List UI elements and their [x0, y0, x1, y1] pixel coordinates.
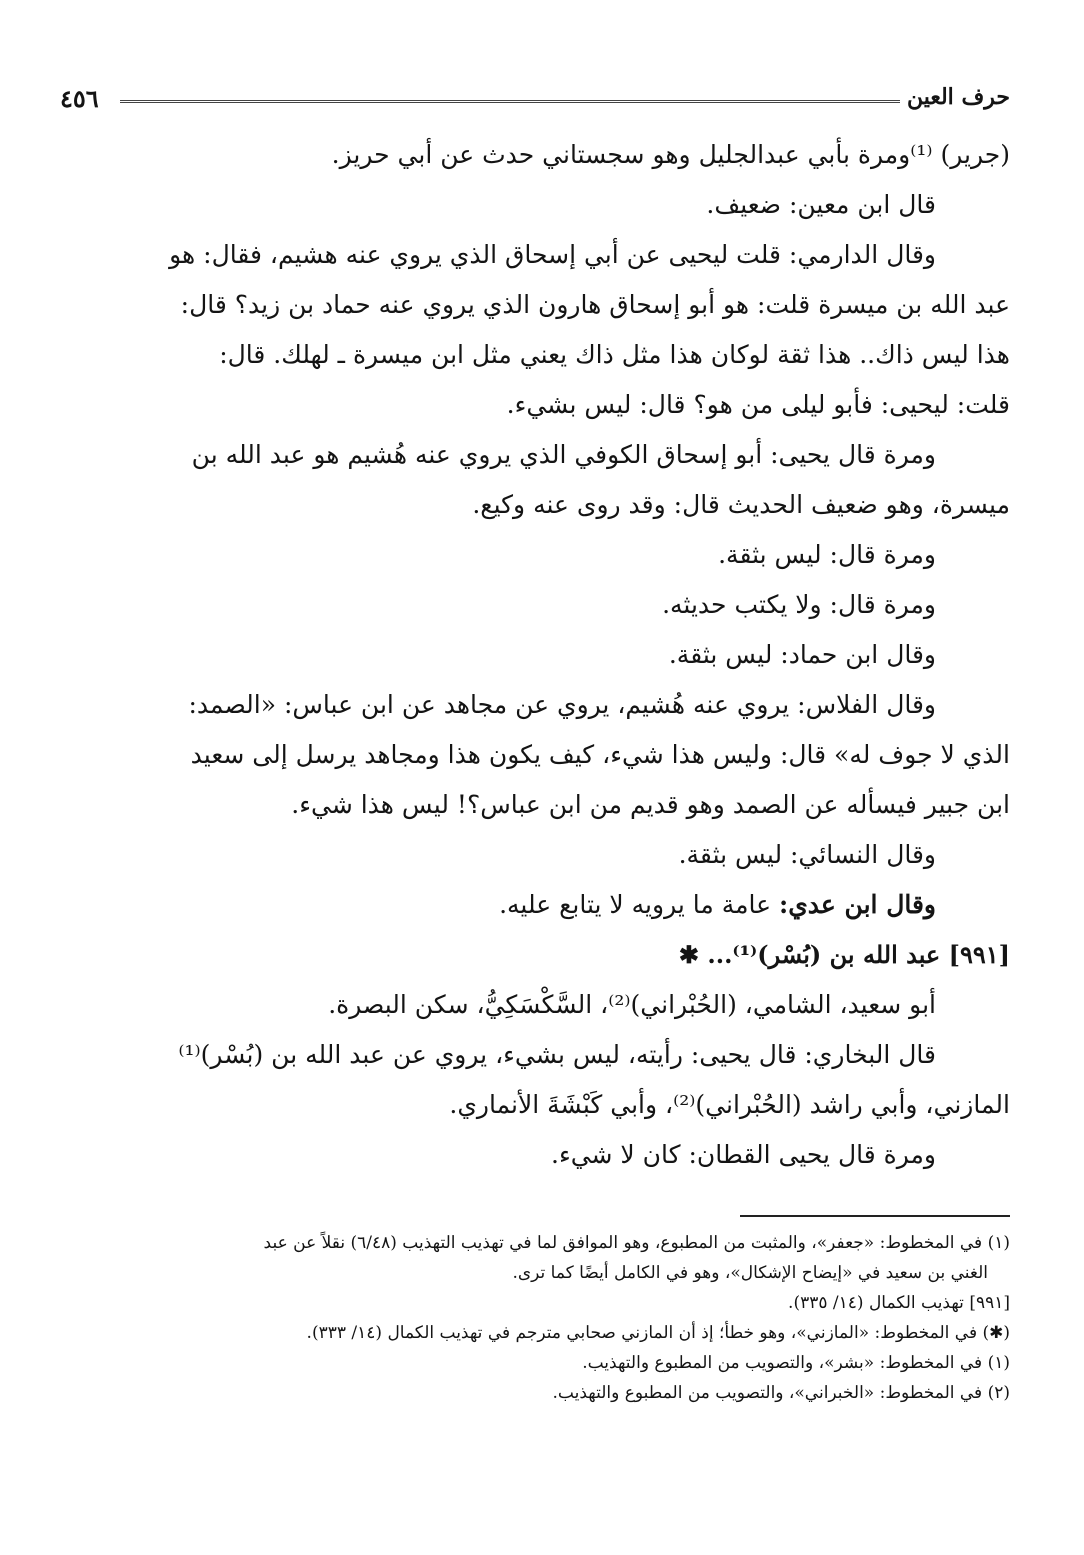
header-rule [120, 100, 900, 103]
text-line: ابن جبير فيسأله عن الصمد وهو قديم من ابن عباس؟! ليس هذا شيء. [291, 790, 1010, 819]
footnote: (١) في المخطوط: «جعفر»، والمثبت من المطبوع، وهو الموافق لما في تهذيب التهذيب (٦/٤٨) نقلاً عن عبد [263, 1233, 1010, 1253]
text-line: أبو سعيد، الشامي، (الحُبْراني)⁽²⁾، السَّكْسَكِيُّ، سكن البصرة. [328, 990, 936, 1019]
text-line: ومرة قال: ليس بثقة. [718, 540, 936, 569]
text-line: الذي لا جوف له» قال: وليس هذا شيء، كيف يكون هذا ومجاهد يرسل إلى سعيد [190, 740, 1010, 769]
text-line: وقال النسائي: ليس بثقة. [678, 840, 936, 869]
text-line: ميسرة، وهو ضعيف الحديث قال: وقد روى عنه وكيع. [472, 490, 1010, 519]
text-line: المازني، وأبي راشد (الحُبْراني)⁽²⁾، وأبي كَبْشَةَ الأنماري. [449, 1090, 1010, 1119]
ibn-adi-text: عامة ما يرويه لا يتابع عليه. [499, 890, 772, 919]
running-header [60, 78, 1010, 118]
footnotes [64, 1228, 1010, 1408]
chapter-title: حرف العين [906, 84, 1010, 110]
text-line: وقال ابن حماد: ليس بثقة. [668, 640, 936, 669]
footnote: (٢) في المخطوط: «الخبراني»، والتصويب من المطبوع والتهذيب. [552, 1383, 1010, 1403]
text-line: عبد الله بن ميسرة قلت: هو أبو إسحاق هارون الذي يروي عنه حماد بن زيد؟ قال: [180, 290, 1010, 319]
text-line: قلت: ليحيى: فأبو ليلى من هو؟ قال: ليس بشيء. [506, 390, 1010, 419]
text-line: وقال الدارمي: قلت ليحيى عن أبي إسحاق الذي يروي عنه هشيم، فقال: هو [169, 240, 936, 269]
footnote-separator [740, 1215, 1010, 1217]
text-line: وقال الفلاس: يروي عنه هُشيم، يروي عن مجاهد عن ابن عباس: «الصمد: [188, 690, 936, 719]
text-line: هذا ليس ذاك.. هذا ثقة لوكان هذا مثل ذاك يعني مثل ابن ميسرة ـ لهلك. قال: [219, 340, 1010, 369]
entry-heading-991: [٩٩١] عبد الله بن (بُسْر)⁽¹⁾... ✱ [678, 940, 1010, 969]
text-line: ومرة قال يحيى القطان: كان لا شيء. [551, 1140, 936, 1169]
text-line [64, 880, 1010, 930]
footnote: (✱) في المخطوط: «المازني»، وهو خطأ؛ إذ أن المازني صحابي مترجم في تهذيب الكمال (١٤/ ٣٣٣). [306, 1323, 1010, 1343]
text-line: ومرة قال: ولا يكتب حديثه. [662, 590, 936, 619]
footnote: (١) في المخطوط: «بشر»، والتصويب من المطبوع والتهذيب. [582, 1353, 1010, 1373]
text-line: (جرير) ⁽¹⁾ومرة بأبي عبدالجليل وهو سجستاني حدث عن أبي حريز. [331, 140, 1010, 169]
footnote: [٩٩١] تهذيب الكمال (١٤/ ٣٣٥). [788, 1293, 1010, 1313]
main-text [64, 130, 1010, 1180]
page-number: ٤٥٦ [60, 84, 99, 113]
ibn-adi-label: وقال ابن عدي: [779, 890, 936, 919]
text-line: قال ابن معين: ضعيف. [706, 190, 936, 219]
text-line: قال البخاري: قال يحيى: رأيته، ليس بشيء، يروي عن عبد الله بن (بُسْر)⁽¹⁾ [178, 1040, 936, 1069]
text-line: ومرة قال يحيى: أبو إسحاق الكوفي الذي يروي عنه هُشيم هو عبد الله بن [191, 440, 936, 469]
footnote: الغني بن سعيد في «إيضاح الإشكال»، وهو في الكامل أيضًا كما ترى. [512, 1263, 988, 1283]
